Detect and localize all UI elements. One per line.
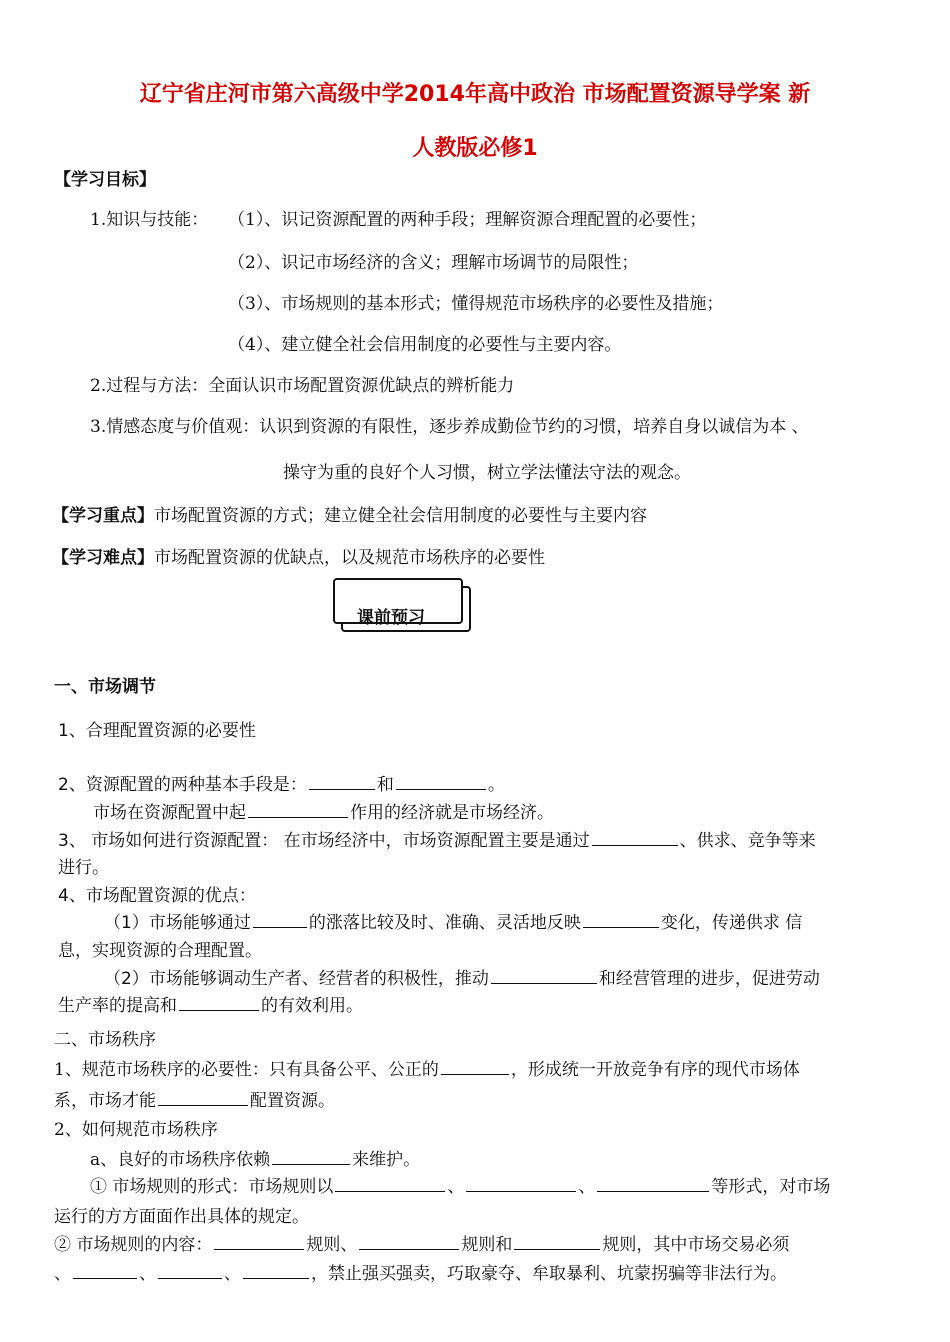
blank-field[interactable]: [466, 1177, 576, 1192]
blank-field[interactable]: [158, 1091, 248, 1106]
s1-line3: [93, 803, 554, 823]
s1-line3-a: 市场在资源配置中起: [93, 803, 246, 823]
blank-field[interactable]: [359, 1235, 459, 1250]
document-title-line1: 辽宁省庄河市第六高级中学2014年高中政治 市场配置资源导学案 新: [139, 82, 811, 107]
blank-field[interactable]: [514, 1235, 600, 1250]
objective-1-sub3: （3）、市场规则的基本形式；懂得规范市场秩序的必要性及措施；: [228, 294, 724, 314]
s2-line8-b: 、: [139, 1264, 156, 1284]
blank-field[interactable]: [441, 1060, 509, 1075]
blank-field[interactable]: [272, 1150, 350, 1165]
s2-line1: [54, 1060, 800, 1080]
difficulties-text: 市场配置资源的优缺点，以及规范市场秩序的必要性: [154, 548, 545, 568]
s2-line7-a: ② 市场规则的内容：: [54, 1235, 213, 1255]
blank-field[interactable]: [583, 913, 659, 928]
s2-line8-a: 、: [54, 1264, 71, 1284]
s2-line5-b: 、: [447, 1177, 465, 1197]
s2-line8: [54, 1264, 787, 1284]
s1-line1: 1、合理配置资源的必要性: [58, 721, 256, 741]
blank-field[interactable]: [73, 1264, 137, 1279]
section2-heading: 二、市场秩序: [54, 1030, 156, 1050]
blank-field[interactable]: [248, 803, 348, 818]
blank-field[interactable]: [253, 913, 307, 928]
s2-line5-d: 等形式，对市场: [711, 1177, 831, 1197]
s1-line10-a: 生产率的提高和: [58, 996, 177, 1016]
blank-field[interactable]: [396, 775, 486, 790]
difficulties-label: 【学习难点】: [52, 548, 154, 568]
s2-line6: 运行的方方面面作出具体的规定。: [54, 1207, 309, 1227]
blank-field[interactable]: [335, 1177, 445, 1192]
blank-field[interactable]: [592, 831, 678, 846]
s1-line7-c: 变化，传递供求 信: [660, 913, 803, 933]
s2-line4-a: a、良好的市场秩序依赖: [90, 1150, 271, 1170]
blank-field[interactable]: [214, 1235, 304, 1250]
objective-1-label: 1.知识与技能：: [90, 210, 209, 230]
s2-line1-a: 1、规范市场秩序的必要性：只有具备公平、公正的: [54, 1060, 439, 1080]
key-points: [52, 506, 647, 526]
s2-line1-b: ，形成统一开放竞争有序的现代市场体: [510, 1060, 800, 1080]
document-title-line2: 人教版必修1: [412, 136, 538, 161]
s2-line8-c: 、: [224, 1264, 241, 1284]
s1-line9-b: 和经营管理的进步，促进劳动: [598, 969, 820, 989]
s1-line10: [58, 996, 363, 1016]
s2-line2-b: 配置资源。: [250, 1091, 335, 1111]
s1-line7-a: （1）市场能够通过: [104, 913, 251, 933]
s2-line7: [54, 1235, 789, 1255]
s2-line7-b: 规则、: [306, 1235, 358, 1255]
s2-line3: 2、如何规范市场秩序: [54, 1120, 218, 1140]
s2-line5-c: 、: [578, 1177, 596, 1197]
s1-line4-a: 3、 市场如何进行资源配置： 在市场经济中，市场资源配置主要是通过: [58, 831, 590, 851]
s1-line3-b: 作用的经济就是市场经济。: [350, 803, 554, 823]
s1-line10-b: 的有效利用。: [261, 996, 363, 1016]
section1-heading: 一、市场调节: [54, 677, 156, 697]
objective-2: 2.过程与方法：全面认识市场配置资源优缺点的辨析能力: [90, 376, 515, 396]
key-points-label: 【学习重点】: [52, 506, 154, 526]
s2-line5-a: ① 市场规则的形式：市场规则以: [90, 1177, 334, 1197]
objective-1-sub2: （2）、识记市场经济的含义；理解市场调节的局限性；: [228, 253, 639, 273]
s2-line4: [90, 1150, 420, 1170]
s1-line9-a: （2）市场能够调动生产者、经营者的积极性，推动: [104, 969, 489, 989]
blank-field[interactable]: [158, 1264, 222, 1279]
s1-line5: 进行。: [58, 858, 109, 878]
s1-line6: 4、市场配置资源的优点：: [58, 886, 256, 906]
s2-line4-b: 来维护。: [352, 1150, 421, 1170]
s1-line4-b: 、供求、竞争等来: [679, 831, 816, 851]
key-points-text: 市场配置资源的方式；建立健全社会信用制度的必要性与主要内容: [154, 506, 647, 526]
objective-3-line1: 3.情感态度与价值观：认识到资源的有限性，逐步养成勤俭节约的习惯，培养自身以诚信为本 、: [90, 417, 809, 437]
s1-line2-b: 和: [376, 775, 394, 795]
s1-line7: [104, 913, 802, 933]
blank-field[interactable]: [243, 1264, 309, 1279]
s1-line9: [104, 969, 820, 989]
s2-line8-d: ，禁止强买强卖，巧取豪夺、牟取暴利、坑蒙拐骗等非法行为。: [311, 1264, 787, 1284]
s1-line2-a: 2、资源配置的两种基本手段是：: [58, 775, 307, 795]
s2-line5: [90, 1177, 830, 1197]
blank-field[interactable]: [179, 996, 259, 1011]
blank-field[interactable]: [597, 1177, 709, 1192]
s1-line2: [58, 775, 505, 795]
preview-box-label: 课前预习: [357, 608, 425, 628]
blank-field[interactable]: [309, 775, 375, 790]
s2-line2: [54, 1091, 335, 1111]
s2-line7-c: 规则和: [461, 1235, 513, 1255]
s1-line8: 息，实现资源的合理配置。: [58, 941, 262, 961]
objective-1-sub4: （4）、建立健全社会信用制度的必要性与主要内容。: [228, 335, 622, 355]
objective-1-sub1: （1）、识记资源配置的两种手段；理解资源合理配置的必要性；: [228, 210, 707, 230]
objectives-heading: 【学习目标】: [54, 170, 156, 190]
s2-line2-a: 系，市场才能: [54, 1091, 156, 1111]
s2-line7-d: 规则，其中市场交易必须: [602, 1235, 790, 1255]
blank-field[interactable]: [491, 969, 597, 984]
s1-line2-c: 。: [487, 775, 505, 795]
s1-line4: [58, 831, 816, 851]
s1-line7-b: 的涨落比较及时、准确、灵活地反映: [308, 913, 581, 933]
difficulties: [52, 548, 545, 568]
objective-3-line2: 操守为重的良好个人习惯，树立学法懂法守法的观念。: [283, 463, 691, 483]
preview-box: [333, 578, 463, 628]
